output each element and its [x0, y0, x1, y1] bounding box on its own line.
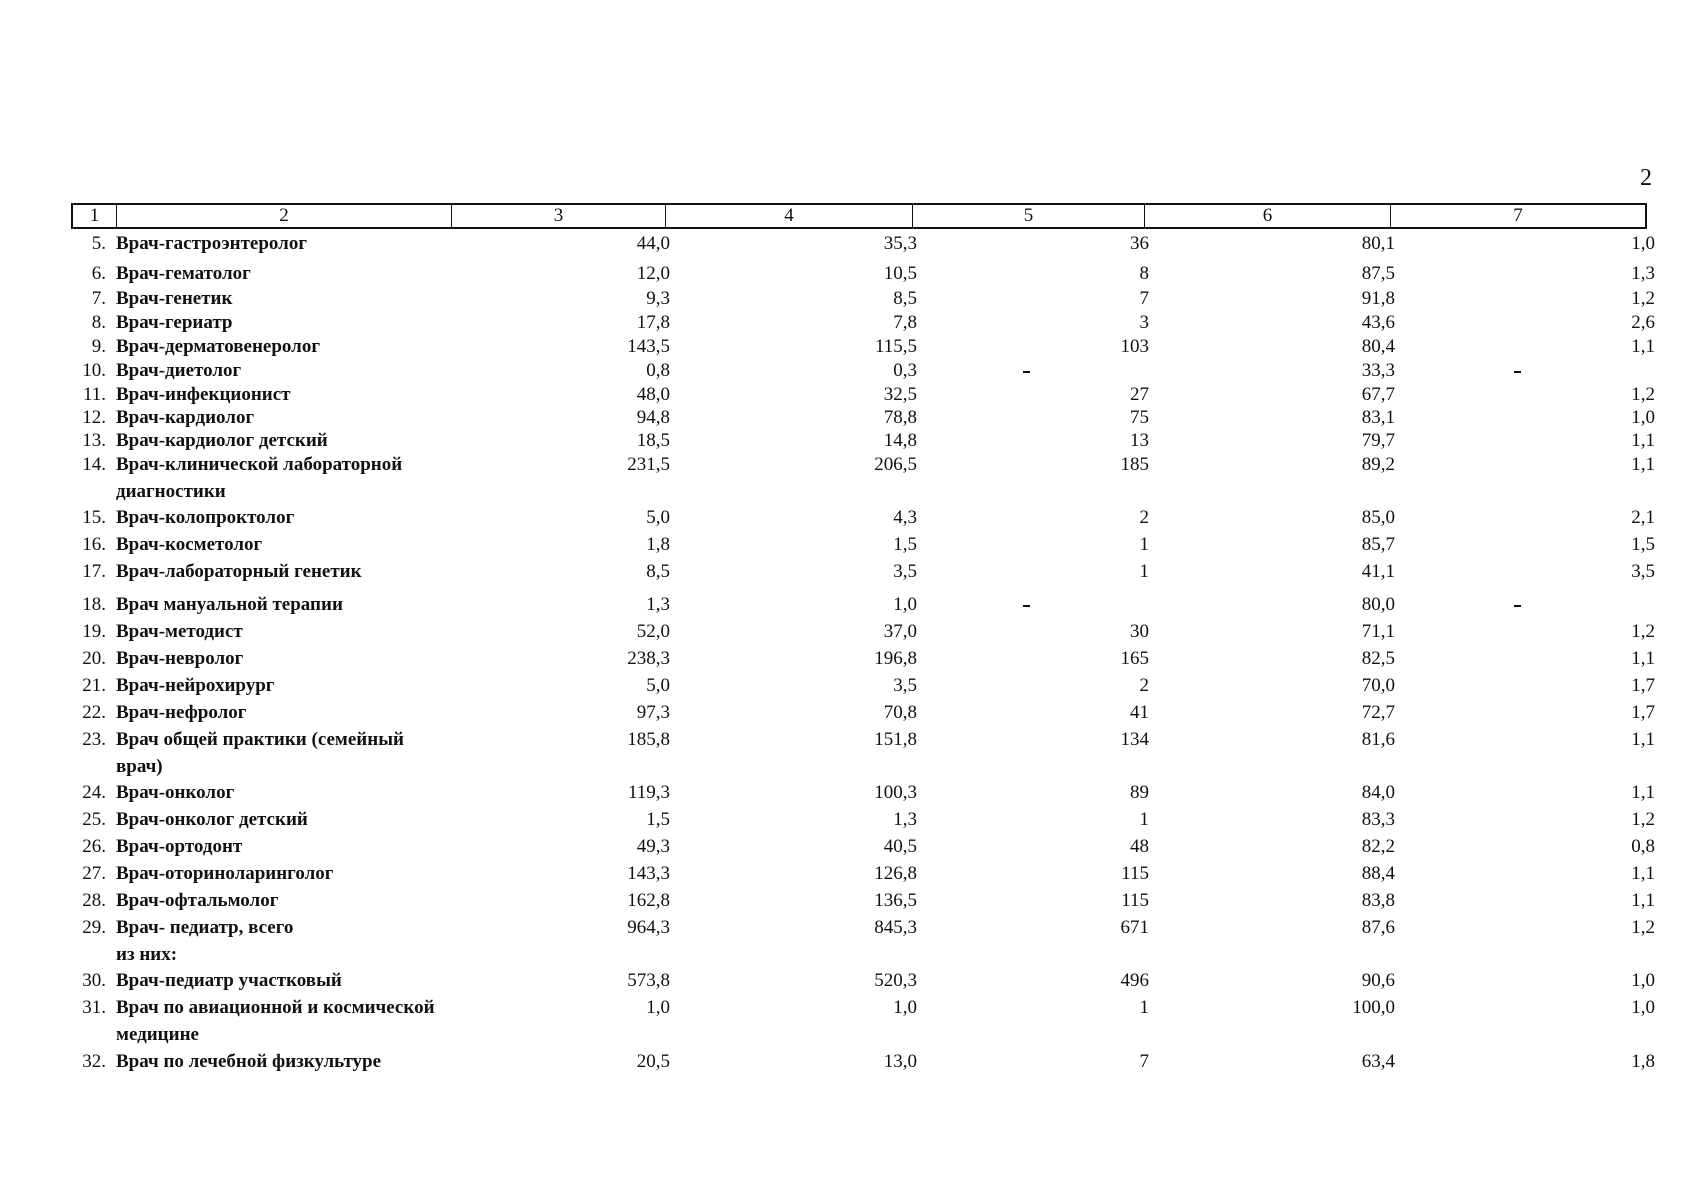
cell-col-7: 3,5	[1631, 561, 1655, 582]
specialty-name-line1: Врач-оториноларинголог	[116, 863, 334, 884]
cell-col-4: 7,8	[893, 312, 917, 333]
cell-col-6: 84,0	[1361, 782, 1395, 803]
cell-col-7: 1,2	[1631, 621, 1655, 642]
cell-col-7: 1,2	[1631, 917, 1655, 938]
cell-col-3: 97,3	[636, 702, 670, 723]
specialty-name	[115, 429, 452, 452]
table-row	[71, 996, 1655, 1046]
cell-col-5: 7	[1139, 288, 1149, 309]
empty-value-dash	[1023, 605, 1030, 607]
specialty-name-line1: Врач-колопроктолог	[116, 507, 295, 528]
table-header	[71, 203, 1647, 229]
cell-col-6: 89,2	[1361, 454, 1395, 475]
cell-col-5: 496	[1120, 970, 1149, 991]
specialty-name	[115, 335, 452, 358]
cell-col-3: 1,3	[646, 594, 670, 615]
specialty-name-line1: Врач-дерматовенеролог	[116, 336, 320, 357]
cell-col-5: 89	[1130, 782, 1149, 803]
cell-col-4: 78,8	[883, 407, 917, 428]
cell-col-3: 143,3	[627, 863, 670, 884]
header-col-7: 7	[1513, 205, 1523, 226]
specialty-name	[115, 533, 452, 556]
cell-col-7: 1,1	[1631, 890, 1655, 911]
cell-col-7: 1,5	[1631, 534, 1655, 555]
cell-col-4: 4,3	[893, 507, 917, 528]
cell-col-4: 1,5	[893, 534, 917, 555]
cell-col-7: 1,7	[1631, 675, 1655, 696]
specialty-name	[115, 593, 452, 616]
specialty-name-line1: Врач-инфекционист	[116, 384, 291, 405]
cell-col-7: 1,8	[1631, 1051, 1655, 1072]
table-row	[71, 781, 1655, 804]
specialty-name	[115, 406, 452, 429]
cell-col-7: 1,1	[1631, 782, 1655, 803]
cell-col-5: 48	[1130, 836, 1149, 857]
specialty-name-line1: Врач по лечебной физкультуре	[116, 1051, 382, 1072]
specialty-name	[115, 287, 452, 310]
row-number: 24.	[82, 782, 106, 803]
header-col-5: 5	[913, 205, 1145, 227]
cell-col-6: 83,8	[1361, 890, 1395, 911]
cell-col-6: 90,6	[1361, 970, 1395, 991]
specialty-name-line2: медицине	[116, 1024, 199, 1045]
row-number: 19.	[82, 621, 106, 642]
specialty-name	[115, 262, 452, 285]
row-number: 8.	[91, 312, 106, 333]
table-row	[71, 593, 1655, 616]
cell-col-7: 1,2	[1631, 809, 1655, 830]
cell-col-5: 2	[1139, 675, 1149, 696]
specialty-name-line2: врач)	[116, 756, 163, 777]
cell-col-7	[1395, 359, 1655, 382]
specialty-name-line1: Врач-гематолог	[116, 263, 251, 284]
specialty-name-line1: Врач-косметолог	[116, 534, 263, 555]
cell-col-4: 1,3	[893, 809, 917, 830]
table-row	[71, 889, 1655, 912]
cell-col-4: 1,0	[893, 997, 917, 1018]
header-col-6: 6	[1145, 205, 1391, 227]
table-row	[71, 916, 1655, 966]
row-number: 18.	[82, 594, 106, 615]
specialty-name-line1: Врач-ортодонт	[116, 836, 243, 857]
cell-col-3: 964,3	[627, 917, 670, 938]
cell-col-7: 1,1	[1631, 430, 1655, 451]
cell-col-5: 41	[1130, 702, 1149, 723]
empty-value-dash	[1023, 371, 1030, 373]
cell-col-3: 48,0	[636, 384, 670, 405]
table-row	[71, 287, 1655, 310]
cell-col-4: 13,0	[883, 1051, 917, 1072]
specialty-name	[115, 1050, 452, 1073]
cell-col-3: 8,5	[646, 561, 670, 582]
cell-col-4: 100,3	[874, 782, 917, 803]
cell-col-4: 115,5	[874, 336, 917, 357]
cell-col-3: 12,0	[636, 263, 670, 284]
cell-col-7: 1,2	[1631, 288, 1655, 309]
row-number: 29.	[82, 917, 106, 938]
specialty-name-line2: диагностики	[116, 481, 226, 502]
specialty-name-line1: Врач-генетик	[116, 288, 233, 309]
cell-col-4: 520,3	[874, 970, 917, 991]
cell-col-6: 88,4	[1361, 863, 1395, 884]
cell-col-4: 37,0	[883, 621, 917, 642]
specialty-name-line1: Врач-клинической лабораторной	[116, 454, 403, 475]
row-number: 32.	[82, 1051, 106, 1072]
cell-col-7	[1395, 593, 1655, 616]
specialty-name-line1: Врач-методист	[116, 621, 243, 642]
cell-col-6: 80,1	[1361, 233, 1395, 254]
cell-col-5: 30	[1130, 621, 1149, 642]
row-number: 16.	[82, 534, 106, 555]
cell-col-6: 91,8	[1361, 288, 1395, 309]
cell-col-3: 1,5	[646, 809, 670, 830]
table-row	[71, 429, 1655, 452]
specialty-name-line1: Врач общей практики (семейный	[116, 729, 404, 750]
cell-col-5: 1	[1139, 561, 1149, 582]
specialty-name	[115, 383, 452, 406]
cell-col-5	[917, 359, 1149, 382]
row-number: 28.	[82, 890, 106, 911]
cell-col-3: 18,5	[636, 430, 670, 451]
cell-col-6: 33,3	[1361, 360, 1395, 381]
cell-col-7: 1,0	[1631, 997, 1655, 1018]
cell-col-3: 9,3	[646, 288, 670, 309]
specialty-name	[115, 232, 452, 255]
specialty-name	[115, 862, 452, 885]
table-row	[71, 533, 1655, 556]
specialty-name-line1: Врач-педиатр участковый	[116, 970, 342, 991]
specialty-name-line1: Врач-невролог	[116, 648, 244, 669]
cell-col-4: 196,8	[874, 648, 917, 669]
row-number: 11.	[82, 384, 106, 405]
cell-col-6: 83,3	[1361, 809, 1395, 830]
cell-col-5: 165	[1120, 648, 1149, 669]
table-row	[71, 311, 1655, 334]
row-number: 20.	[82, 648, 106, 669]
cell-col-6: 85,7	[1361, 534, 1395, 555]
table-row	[71, 862, 1655, 885]
table-row	[71, 335, 1655, 358]
specialty-name-line1: Врач-онколог	[116, 782, 235, 803]
cell-col-5: 2	[1139, 507, 1149, 528]
cell-col-7: 2,1	[1631, 507, 1655, 528]
cell-col-5: 103	[1120, 336, 1149, 357]
cell-col-3: 17,8	[636, 312, 670, 333]
specialty-name-line1: Врач по авиационной и космической	[116, 997, 435, 1018]
cell-col-5: 36	[1130, 233, 1149, 254]
specialty-name	[115, 969, 452, 992]
table-row	[71, 506, 1655, 529]
cell-col-3: 0,8	[646, 360, 670, 381]
cell-col-7: 1,7	[1631, 702, 1655, 723]
cell-col-3: 1,0	[646, 997, 670, 1018]
cell-col-7: 1,1	[1631, 729, 1655, 750]
cell-col-4: 0,3	[893, 360, 917, 381]
specialty-name-line1: Врач-онколог детский	[116, 809, 308, 830]
cell-col-3: 143,5	[627, 336, 670, 357]
cell-col-6: 72,7	[1361, 702, 1395, 723]
table-row	[71, 969, 1655, 992]
cell-col-5: 7	[1139, 1051, 1149, 1072]
cell-col-5: 185	[1120, 454, 1149, 475]
row-number: 31.	[82, 997, 106, 1018]
specialty-name-line1: Врач-кардиолог	[116, 407, 255, 428]
cell-col-3: 94,8	[636, 407, 670, 428]
table-row	[71, 701, 1655, 724]
specialty-name-line1: Врач-кардиолог детский	[116, 430, 328, 451]
table-row	[71, 262, 1655, 285]
empty-value-dash	[1514, 605, 1521, 607]
specialty-name	[115, 674, 452, 697]
cell-col-4: 32,5	[883, 384, 917, 405]
specialty-name	[115, 916, 452, 966]
cell-col-4: 10,5	[883, 263, 917, 284]
specialty-name	[115, 701, 452, 724]
cell-col-3: 52,0	[636, 621, 670, 642]
cell-col-3: 238,3	[627, 648, 670, 669]
specialty-name-line1: Врач-гастроэнтеролог	[116, 233, 307, 254]
cell-col-4: 136,5	[874, 890, 917, 911]
cell-col-7: 1,0	[1631, 970, 1655, 991]
specialty-name	[115, 311, 452, 334]
specialty-name-line1: Врач-офтальмолог	[116, 890, 279, 911]
cell-col-4: 3,5	[893, 561, 917, 582]
page-number: 2	[1640, 165, 1652, 191]
cell-col-3: 49,3	[636, 836, 670, 857]
row-number: 22.	[82, 702, 106, 723]
cell-col-6: 67,7	[1361, 384, 1395, 405]
cell-col-6: 70,0	[1361, 675, 1395, 696]
row-number: 26.	[82, 836, 106, 857]
row-number: 17.	[82, 561, 106, 582]
cell-col-4: 70,8	[883, 702, 917, 723]
header-col-3: 3	[452, 205, 666, 227]
table-row	[71, 232, 1655, 255]
cell-col-7: 1,0	[1631, 233, 1655, 254]
cell-col-3: 5,0	[646, 507, 670, 528]
cell-col-7: 1,1	[1631, 863, 1655, 884]
row-number: 25.	[82, 809, 106, 830]
row-number: 15.	[82, 507, 106, 528]
cell-col-4: 206,5	[874, 454, 917, 475]
header-col-4: 4	[666, 205, 913, 227]
cell-col-7: 1,0	[1631, 407, 1655, 428]
cell-col-3: 573,8	[627, 970, 670, 991]
cell-col-3: 119,3	[627, 782, 670, 803]
cell-col-4: 35,3	[883, 233, 917, 254]
cell-col-5: 1	[1139, 809, 1149, 830]
specialty-name-line1: Врач- педиатр, всего	[116, 917, 294, 938]
cell-col-5: 13	[1130, 430, 1149, 451]
specialty-name	[115, 889, 452, 912]
cell-col-6: 100,0	[1352, 997, 1395, 1018]
specialty-name-line1: Врач-гериатр	[116, 312, 233, 333]
cell-col-7: 1,2	[1631, 384, 1655, 405]
cell-col-4: 40,5	[883, 836, 917, 857]
cell-col-6: 79,7	[1361, 430, 1395, 451]
cell-col-3: 185,8	[627, 729, 670, 750]
cell-col-5: 115	[1121, 863, 1149, 884]
cell-col-5: 134	[1120, 729, 1149, 750]
cell-col-5: 671	[1120, 917, 1149, 938]
table-row	[71, 383, 1655, 406]
specialty-name-line1: Врач-нефролог	[116, 702, 247, 723]
cell-col-5: 27	[1130, 384, 1149, 405]
row-number: 21.	[82, 675, 106, 696]
cell-col-3: 1,8	[646, 534, 670, 555]
row-number: 10.	[82, 360, 106, 381]
table-row	[71, 453, 1655, 503]
table-row	[71, 1050, 1655, 1073]
cell-col-6: 82,2	[1361, 836, 1395, 857]
cell-col-4: 3,5	[893, 675, 917, 696]
specialty-name	[115, 647, 452, 670]
cell-col-5: 1	[1139, 534, 1149, 555]
cell-col-7: 1,3	[1631, 263, 1655, 284]
header-col-2: 2	[117, 205, 452, 227]
row-number: 5.	[91, 233, 106, 254]
cell-col-4: 14,8	[883, 430, 917, 451]
row-number: 14.	[82, 454, 106, 475]
table-row	[71, 406, 1655, 429]
specialty-name-line2: из них:	[116, 944, 178, 965]
cell-col-6: 80,4	[1361, 336, 1395, 357]
cell-col-3: 5,0	[646, 675, 670, 696]
table-row	[71, 359, 1655, 382]
cell-col-7: 1,1	[1631, 336, 1655, 357]
row-number: 23.	[82, 729, 106, 750]
cell-col-6: 80,0	[1361, 594, 1395, 615]
row-number: 13.	[82, 430, 106, 451]
table-row	[71, 560, 1655, 583]
cell-col-6: 41,1	[1361, 561, 1395, 582]
specialty-name	[115, 808, 452, 831]
table-row	[71, 620, 1655, 643]
cell-col-7: 1,1	[1631, 648, 1655, 669]
cell-col-5: 115	[1121, 890, 1149, 911]
cell-col-4: 8,5	[893, 288, 917, 309]
specialty-name-line1: Врач-лабораторный генетик	[116, 561, 362, 582]
specialty-name	[115, 728, 452, 778]
cell-col-6: 71,1	[1361, 621, 1395, 642]
cell-col-4: 151,8	[874, 729, 917, 750]
row-number: 6.	[91, 263, 106, 284]
header-col-1: 1	[73, 205, 117, 227]
cell-col-5: 3	[1139, 312, 1149, 333]
specialty-name-line1: Врач-диетолог	[116, 360, 242, 381]
cell-col-3: 44,0	[636, 233, 670, 254]
specialty-name	[115, 560, 452, 583]
row-number: 9.	[91, 336, 106, 357]
cell-col-5: 75	[1130, 407, 1149, 428]
cell-col-6: 81,6	[1361, 729, 1395, 750]
table-row	[71, 808, 1655, 831]
cell-col-6: 83,1	[1361, 407, 1395, 428]
specialty-name-line1: Врач-нейрохирург	[116, 675, 275, 696]
cell-col-4: 126,8	[874, 863, 917, 884]
table-row	[71, 728, 1655, 778]
cell-col-5	[917, 593, 1149, 616]
specialty-name	[115, 453, 452, 503]
cell-col-5: 8	[1139, 263, 1149, 284]
specialty-name	[115, 835, 452, 858]
table-row	[71, 674, 1655, 697]
specialty-name	[115, 506, 452, 529]
cell-col-4: 1,0	[893, 594, 917, 615]
cell-col-5: 1	[1139, 997, 1149, 1018]
row-number: 27.	[82, 863, 106, 884]
row-number: 30.	[82, 970, 106, 991]
cell-col-7: 1,1	[1631, 454, 1655, 475]
cell-col-4: 845,3	[874, 917, 917, 938]
specialty-name-line1: Врач мануальной терапии	[116, 594, 343, 615]
cell-col-6: 87,6	[1361, 917, 1395, 938]
row-number: 12.	[82, 407, 106, 428]
cell-col-7: 2,6	[1631, 312, 1655, 333]
cell-col-6: 87,5	[1361, 263, 1395, 284]
row-number: 7.	[91, 288, 106, 309]
table-row	[71, 835, 1655, 858]
cell-col-6: 85,0	[1361, 507, 1395, 528]
cell-col-3: 20,5	[636, 1051, 670, 1072]
cell-col-6: 63,4	[1361, 1051, 1395, 1072]
cell-col-3: 231,5	[627, 454, 670, 475]
specialty-name	[115, 996, 452, 1046]
table-row	[71, 647, 1655, 670]
cell-col-6: 82,5	[1361, 648, 1395, 669]
cell-col-3: 162,8	[627, 890, 670, 911]
cell-col-7: 0,8	[1631, 836, 1655, 857]
cell-col-6: 43,6	[1361, 312, 1395, 333]
empty-value-dash	[1514, 371, 1521, 373]
specialty-name	[115, 781, 452, 804]
specialty-name	[115, 620, 452, 643]
specialty-name	[115, 359, 452, 382]
